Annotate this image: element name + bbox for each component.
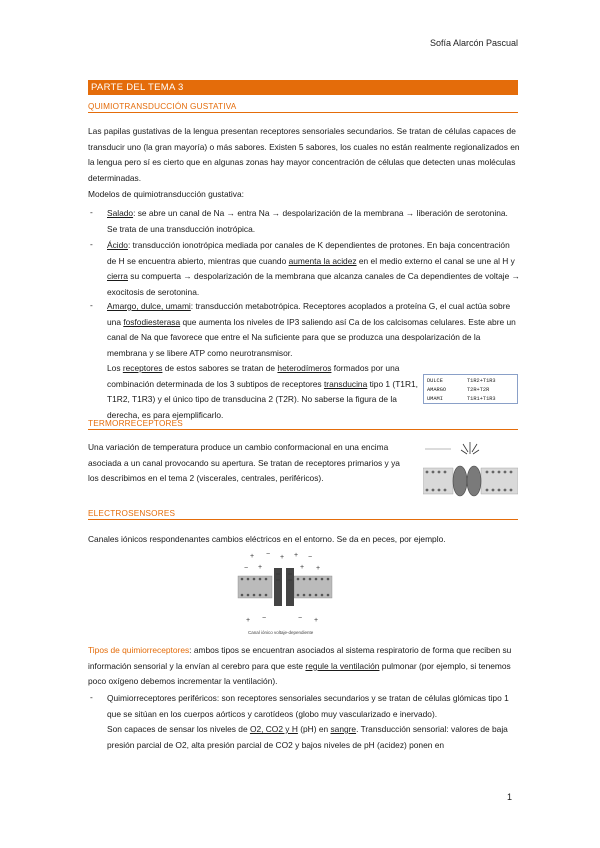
rec-text: Los xyxy=(107,363,123,373)
svg-text:+: + xyxy=(280,554,285,561)
svg-text:+: + xyxy=(294,552,299,559)
table-cell-receptor: T1R1+T1R3 xyxy=(467,396,496,402)
perifericos-underline-1: O2, CO2 y H xyxy=(249,724,298,734)
list-item-acido xyxy=(107,238,520,300)
rec-underline-2: heterodímeros xyxy=(277,363,332,373)
term-salado: Salado xyxy=(107,208,134,218)
table-cell-taste: DULCE xyxy=(427,378,443,384)
table-row xyxy=(427,386,514,395)
perifericos-underline-2: sangre xyxy=(330,724,357,734)
rec-text: tipo 1 (T1R1, T1R2, T1R3) y el único tipo de transducina 2 (T2R). No saberse la figura de la derecha, es para ejemplificarlo. xyxy=(107,378,419,420)
electro-paragraph: Canales iónicos respondenantes cambios eléctricos en el entorno. Se da en peces, por ejemplo. xyxy=(88,534,446,544)
section-title-termorreceptores: TERMORRECEPTORES xyxy=(88,419,518,430)
thermoreceptor-channel-figure xyxy=(423,440,518,502)
acido-underline-2: cierra xyxy=(107,271,128,281)
tipos-lead: Tipos de quimiorreceptores xyxy=(88,645,190,655)
acido-underline-1: aumenta la acidez xyxy=(288,255,357,266)
part-title-bar: PARTE DEL TEMA 3 xyxy=(88,80,518,95)
intro-paragraph: Las papilas gustativas de la lengua presentan receptores sensoriales secundarios. Se tratan de células capaces de transducir uno (la gran mayoría) o más sabores. Existen 5 sabores, los cuales no están realmente regionalizados en la lengua pero sí es cierto que en algunas zonas hay mayor concentración de células que detecten unas moléculas determinadas. xyxy=(88,126,520,183)
table-cell-taste: AMARGO xyxy=(427,387,447,393)
svg-text:+: + xyxy=(246,617,251,624)
amargo-text: : transducción metabotrópica. Receptores acoplados a proteína G, el cual actúa sobre una xyxy=(107,301,511,327)
receptores-paragraph xyxy=(107,361,419,423)
svg-text:−: − xyxy=(244,565,249,572)
table-row xyxy=(427,395,514,404)
bullet-dash: - xyxy=(90,207,93,217)
voltage-gated-channel-figure xyxy=(236,550,336,636)
term-amargo: Amargo, dulce, umami xyxy=(107,301,191,311)
term-acido: Ácido xyxy=(107,240,128,250)
svg-text:+: + xyxy=(314,617,319,624)
rec-text: formados por una combinación determinada de los 3 subtipos de receptores xyxy=(107,363,400,389)
tipos-text: : ambos tipos se encuentran asociados al sistema respiratorio de forma que reciben su información sensorial y la envían al cerebro para que este xyxy=(88,645,512,671)
perifericos-text: (pH) en xyxy=(297,724,331,734)
table-row xyxy=(427,377,514,386)
tipos-text: pulmonar (por ejemplo, si tenemos poco oxígeno debemos incrementar la ventilación). xyxy=(88,660,511,686)
heat-rays-icon xyxy=(461,442,479,454)
author-name: Sofía Alarcón Pascual xyxy=(429,38,518,48)
bullet-dash: - xyxy=(90,692,93,702)
termo-paragraph: Una variación de temperatura produce un cambio conformacional en una encima asociada a un canal provocando su apertura. Se tratan de receptores primarios y ya los describimos en el tema 2 (viscerales, centrales, periféricos). xyxy=(88,442,400,483)
rec-underline-1: receptores xyxy=(122,363,163,373)
table-cell-receptor: T1R2+T1R3 xyxy=(467,378,496,384)
svg-text:−: − xyxy=(262,615,267,622)
acido-text: su compuerta → despolarización de la membrana que alcanza canales de Ca dependientes de voltaje → exocitosis de serotonina. xyxy=(107,271,520,297)
svg-text:−: − xyxy=(308,554,313,561)
svg-text:+: + xyxy=(316,565,321,572)
amargo-text: que aumenta los niveles de IP3 saliendo así Ca de los calcisomas celulares. Este abre un canal de Na que favorece que entre el Na suficiente para que se produzca una despolarización de la membrana y se libere ATP como neurotransmisor. xyxy=(107,316,516,358)
acido-text: : transducción ionotrópica mediada por canales de K dependientes de protones. En baja concentración de H se encuentra abierto, mientras que cuando xyxy=(107,240,510,266)
tipos-paragraph xyxy=(88,643,520,690)
salado-text: : se abre un canal de Na → entra Na → despolarización de la membrana → liberación de serotonina. Se trata de una transducción inotrópica. xyxy=(107,208,508,234)
rec-underline-3: transducina xyxy=(323,378,368,389)
perifericos-text: Son capaces de sensar los niveles de xyxy=(107,724,250,734)
tipos-underline: regule la ventilación xyxy=(305,660,380,671)
bullet-dash: - xyxy=(90,239,93,249)
svg-text:−: − xyxy=(298,615,303,622)
table-cell-taste: UMAMI xyxy=(427,396,443,402)
rec-text: de estos sabores se tratan de xyxy=(162,363,278,373)
acido-text: en el medio externo el canal se une al H y xyxy=(356,255,515,266)
svg-text:+: + xyxy=(250,553,255,560)
figure-caption: Canal iónico voltaje-dependiente xyxy=(248,630,314,635)
models-heading: Modelos de quimiotransducción gustativa: xyxy=(88,189,244,199)
section-title-electrosensores: ELECTROSENSORES xyxy=(88,509,518,520)
svg-text:+: + xyxy=(258,564,263,571)
bullet-dash: - xyxy=(90,300,93,310)
list-item-perifericos xyxy=(107,691,520,753)
page-number: 1 xyxy=(506,792,512,802)
receptor-combination-table xyxy=(423,374,518,404)
perifericos-text: Quimiorreceptores periféricos: son receptores sensoriales secundarios y se tratan de células glómicas tipo 1 que se sitúan en los cuerpos aórticos y carotídeos (globo muy vascularizado e inervado). xyxy=(107,693,509,719)
svg-text:+: + xyxy=(300,564,305,571)
section-title-quimiotransduccion: QUIMIOTRANSDUCCIÓN GUSTATIVA xyxy=(88,102,518,113)
perifericos-text: . Transducción sensorial: valores de baja presión parcial de O2, alta presión parcial de CO2 y bajos niveles de pH (acidez) ponen en xyxy=(107,724,508,750)
table-cell-receptor: T2R+T2R xyxy=(467,387,490,393)
list-item-amargo xyxy=(107,299,520,361)
amargo-underline: fosfodiesterasa xyxy=(123,316,181,327)
svg-text:−: − xyxy=(266,551,271,558)
list-item-salado xyxy=(107,206,520,237)
